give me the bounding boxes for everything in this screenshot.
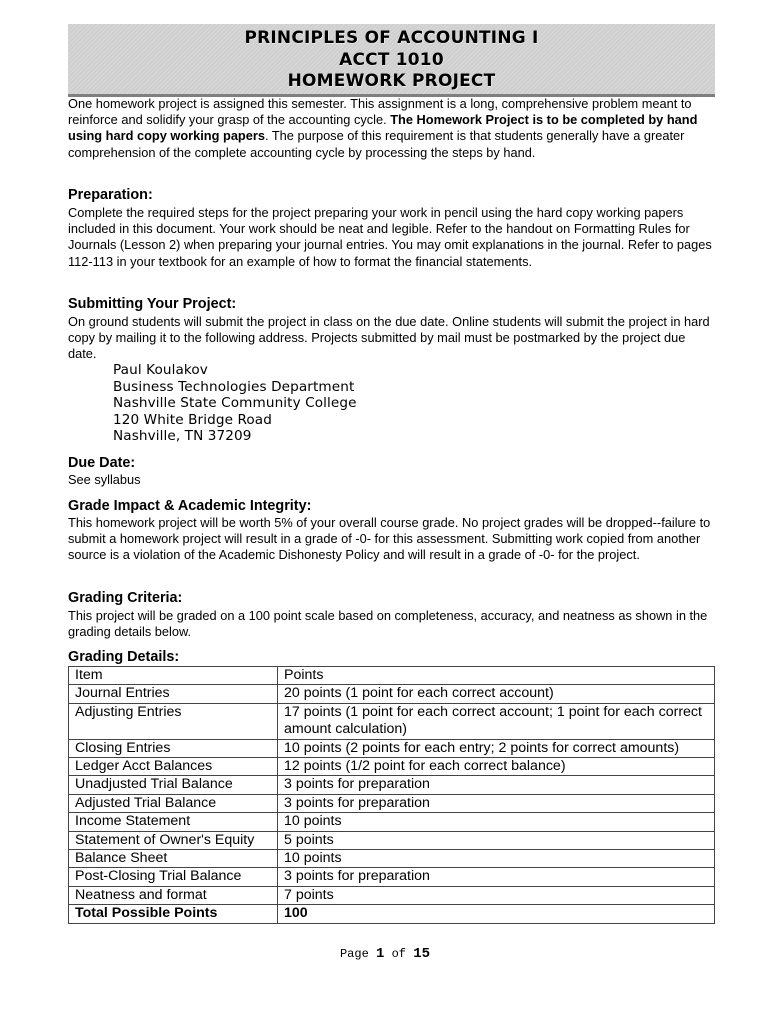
submitting-heading: Submitting Your Project: [68,296,237,312]
row-item: Ledger Acct Balances [69,758,278,776]
preparation-heading: Preparation: [68,187,153,203]
address-department: Business Technologies Department [113,378,355,395]
page-footer [0,946,770,962]
total-points: 100 [278,905,715,923]
grade-impact-heading: Grade Impact & Academic Integrity: [68,498,312,514]
due-date-heading: Due Date: [68,455,136,471]
row-points: 20 points (1 point for each correct account) [278,685,715,703]
submitting-text: On ground students will submit the project in class on the due date. Online students will submit the project in hard copy by mailing it to the following address. Projects submitted by mail must be postmarked by the project due date. [68,314,710,362]
table-row [69,813,715,831]
intro-text-1: One homework project is assigned this semester. This assignment is a long, comprehensive problem meant to reinforce and solidify your grasp of the accounting cycle. [68,96,692,128]
table-row [69,739,715,757]
table-header-row [69,667,715,685]
row-item: Post-Closing Trial Balance [69,868,278,886]
table-row [69,685,715,703]
page-label: Page [339,947,369,961]
table-row [69,776,715,794]
project-title: HOMEWORK PROJECT [287,71,496,91]
row-item: Closing Entries [69,739,278,757]
course-code: ACCT 1010 [339,49,444,70]
table-row [69,703,715,739]
grade-impact-text: This homework project will be worth 5% of your overall course grade. No project grades will be dropped--failure to submit a homework project will result in a grade of -0- for this assessment. Submitting work copied from another source is a violation of the Academic Dishonesty Policy and will result in a grade of -0- for the project. [68,515,711,563]
table-row [69,758,715,776]
grading-criteria-text: This project will be graded on a 100 point scale based on completeness, accuracy, and neatness as shown in the grading details below. [68,608,708,640]
page-number: 1 [375,946,385,962]
row-points: 10 points [278,850,715,868]
row-points: 10 points [278,813,715,831]
grading-criteria-heading: Grading Criteria: [68,590,183,606]
row-item: Income Statement [69,813,278,831]
grading-table [68,666,715,924]
column-header-item: Item [69,667,278,685]
total-row [69,905,715,923]
due-date-text: See syllabus [68,472,141,487]
page-total: 15 [413,946,431,962]
row-points: 7 points [278,886,715,904]
row-points: 3 points for preparation [278,776,715,794]
row-points: 3 points for preparation [278,868,715,886]
row-item: Adjusted Trial Balance [69,794,278,812]
table-row [69,850,715,868]
row-points: 10 points (2 points for each entry; 2 points for correct amounts) [278,739,715,757]
of-label: of [391,947,406,961]
row-points: 5 points [278,831,715,849]
title-banner [68,24,715,97]
row-item: Neatness and format [69,886,278,904]
address-city: Nashville, TN 37209 [113,428,252,445]
address-name: Paul Koulakov [113,362,208,378]
course-title: PRINCIPLES OF ACCOUNTING I [244,28,539,48]
column-header-points: Points [278,667,715,685]
row-points: 17 points (1 point for each correct account; 1 point for each correct amount calculation) [278,703,715,739]
intro-text-2: . The purpose of this requirement is that students generally have a greater comprehension of the complete accounting cycle by processing the steps by hand. [68,128,685,160]
table-row [69,831,715,849]
intro-bold-text: The Homework Project is to be completed by hand using hard copy working papers [68,112,698,144]
mailing-address [113,362,357,445]
row-item: Unadjusted Trial Balance [69,776,278,794]
intro-paragraph [68,96,716,161]
row-item: Journal Entries [69,685,278,703]
address-street: 120 White Bridge Road [113,411,272,428]
row-item: Balance Sheet [69,850,278,868]
preparation-text: Complete the required steps for the project preparing your work in pencil using the hard copy working papers included in this document. Your work should be neat and legible. Refer to the handout on Formatting Rules for Journals (Lesson 2) when preparing your journal entries. You may omit explanations in the journal. Refer to pages 112-113 in your textbook for an example of how to format the financial statements. [68,205,712,269]
row-points: 3 points for preparation [278,794,715,812]
table-row [69,794,715,812]
table-row [69,886,715,904]
row-item: Statement of Owner's Equity [69,831,278,849]
table-row [69,868,715,886]
address-college: Nashville State Community College [113,395,357,412]
row-item: Adjusting Entries [69,703,278,739]
grading-details-heading: Grading Details: [68,649,180,665]
total-label: Total Possible Points [69,905,278,923]
row-points: 12 points (1/2 point for each correct balance) [278,758,715,776]
